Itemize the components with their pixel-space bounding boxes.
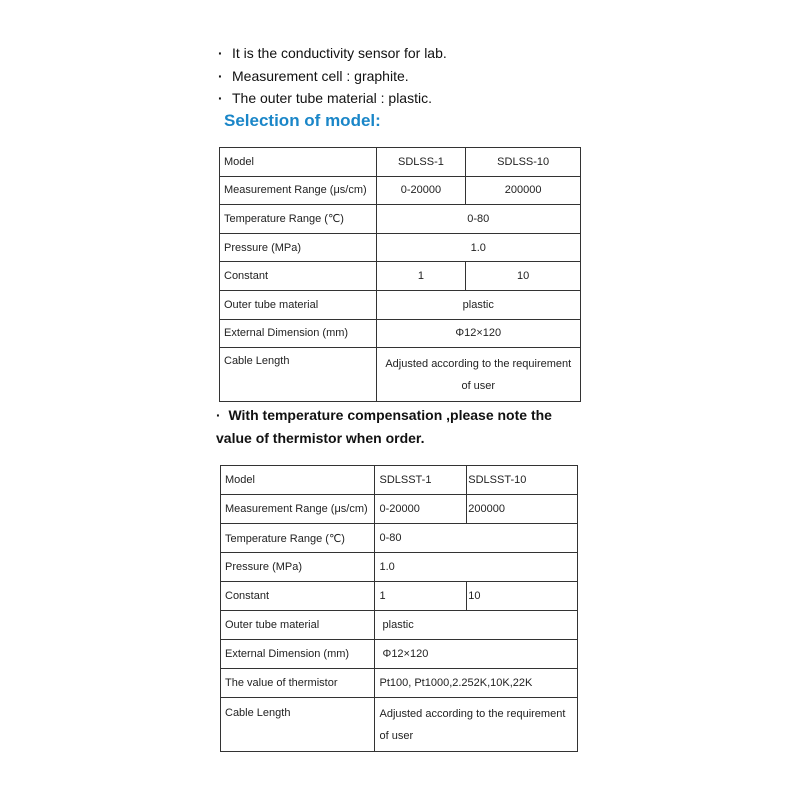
- cell-value: 0-20000: [376, 176, 466, 205]
- cell-value: SDLSS-1: [376, 148, 466, 177]
- row-label: External Dimension (mm): [221, 640, 375, 669]
- cell-value: 0-80: [375, 524, 578, 553]
- table-row: [221, 611, 578, 640]
- row-label: Temperature Range (℃): [220, 205, 377, 234]
- bullet-dot: ·: [216, 407, 221, 423]
- table-row: [221, 669, 578, 698]
- intro-bullet-list: [218, 42, 447, 110]
- cell-value: Φ12×120: [375, 640, 578, 669]
- row-label: Model: [221, 466, 375, 495]
- cell-value: Adjusted according to the requirement of user: [375, 698, 578, 752]
- intro-bullet-text: It is the conductivity sensor for lab.: [232, 45, 447, 61]
- intro-bullet: [218, 87, 447, 110]
- temperature-compensation-note: [216, 404, 586, 449]
- cell-value: plastic: [376, 290, 580, 319]
- row-label: Pressure (MPa): [221, 553, 375, 582]
- row-label: Temperature Range (℃): [221, 524, 375, 553]
- table-row: [221, 582, 578, 611]
- table-row: [221, 466, 578, 495]
- table-row: [220, 233, 581, 262]
- row-label: Outer tube material: [221, 611, 375, 640]
- row-label: Cable Length: [220, 348, 377, 402]
- row-label: Model: [220, 148, 377, 177]
- cell-value: 1.0: [375, 553, 578, 582]
- model-table-temperature-compensation: [220, 465, 578, 752]
- row-label: Measurement Range (μs/cm): [220, 176, 377, 205]
- model-table-standard: [219, 147, 581, 402]
- cell-value: SDLSS-10: [466, 148, 581, 177]
- cell-value: 200000: [467, 495, 578, 524]
- table-row: [220, 319, 581, 348]
- cell-value: Φ12×120: [376, 319, 580, 348]
- row-label: External Dimension (mm): [220, 319, 377, 348]
- cell-value: 10: [466, 262, 581, 291]
- cell-value: 1: [376, 262, 466, 291]
- table-row: [221, 553, 578, 582]
- bullet-dot: ·: [218, 67, 223, 84]
- row-label: Outer tube material: [220, 290, 377, 319]
- cell-value: SDLSST-10: [467, 466, 578, 495]
- table-row: [220, 262, 581, 291]
- bullet-dot: ·: [218, 90, 223, 106]
- cell-value: 200000: [466, 176, 581, 205]
- row-label: Pressure (MPa): [220, 233, 377, 262]
- table-row: [221, 698, 578, 752]
- cell-value: 1.0: [376, 233, 580, 262]
- table-row: [221, 495, 578, 524]
- intro-bullet: [218, 42, 447, 65]
- cell-value: SDLSST-1: [375, 466, 467, 495]
- table-row: [221, 640, 578, 669]
- intro-bullet-text: The outer tube material : plastic.: [232, 90, 432, 106]
- table-row: [220, 176, 581, 205]
- table-row: [220, 348, 581, 402]
- table-row: [220, 148, 581, 177]
- selection-title: Selection of model:: [224, 111, 381, 130]
- cell-value: Adjusted according to the requirement of user: [376, 348, 580, 402]
- row-label: Cable Length: [221, 698, 375, 752]
- cell-value: 0-80: [376, 205, 580, 234]
- row-label: Measurement Range (μs/cm): [221, 495, 375, 524]
- table-row: [220, 290, 581, 319]
- cell-value: 0-20000: [375, 495, 467, 524]
- table-row: [220, 205, 581, 234]
- row-label: Constant: [220, 262, 377, 291]
- cell-value: 1: [375, 582, 467, 611]
- cell-value: 10: [467, 582, 578, 611]
- intro-bullet-text: Measurement cell : graphite.: [232, 67, 409, 84]
- cell-value: Pt100, Pt1000,2.252K,10K,22K: [375, 669, 578, 698]
- table-row: [221, 524, 578, 553]
- row-label: The value of thermistor: [221, 669, 375, 698]
- bullet-dot: ·: [218, 45, 223, 61]
- note-text: With temperature compensation ,please note the value of thermistor when order.: [216, 407, 552, 446]
- cell-value: plastic: [375, 611, 578, 640]
- row-label: Constant: [221, 582, 375, 611]
- intro-bullet: [218, 65, 447, 88]
